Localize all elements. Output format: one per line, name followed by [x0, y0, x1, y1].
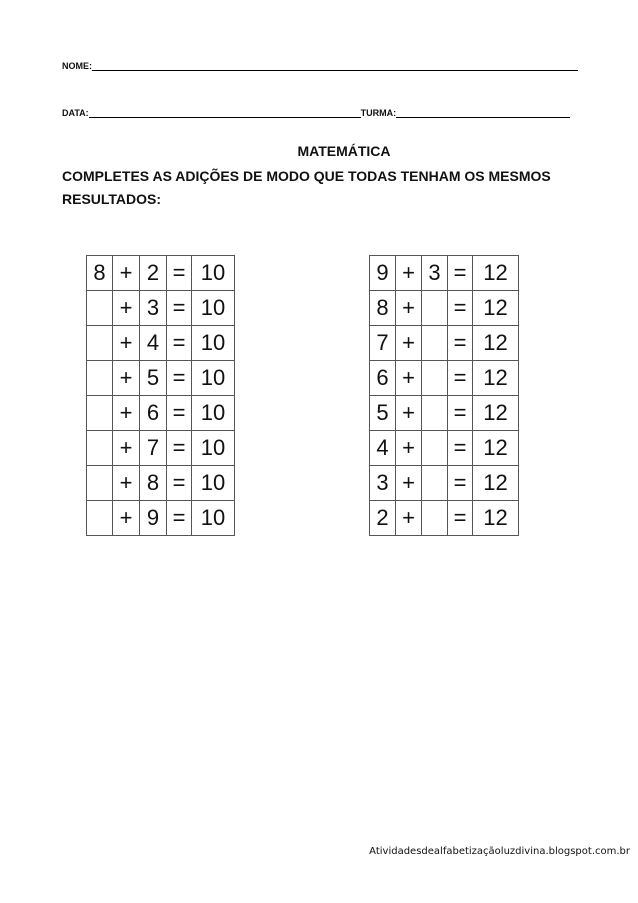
- equals-sign-cell: =: [167, 466, 192, 501]
- plus-sign-cell: +: [396, 501, 422, 536]
- first-addend-cell[interactable]: [87, 361, 113, 396]
- second-addend-cell: 3: [140, 291, 167, 326]
- first-addend-cell[interactable]: [87, 466, 113, 501]
- plus-sign-cell: +: [113, 256, 140, 291]
- equation-row: [370, 396, 519, 431]
- result-cell: 10: [192, 466, 235, 501]
- first-addend-cell[interactable]: [87, 326, 113, 361]
- equals-sign-cell: =: [167, 326, 192, 361]
- result-cell: 12: [473, 361, 519, 396]
- name-label: NOME:: [62, 61, 92, 71]
- footer-url: Atividadesdealfabetizaçãoluzdivina.blogspot.com.br: [369, 846, 630, 857]
- equals-sign-cell: =: [167, 291, 192, 326]
- plus-sign-cell: +: [113, 326, 140, 361]
- second-addend-cell[interactable]: [422, 361, 448, 396]
- equals-sign-cell: =: [448, 501, 473, 536]
- second-addend-cell: 8: [140, 466, 167, 501]
- first-addend-cell: 7: [370, 326, 396, 361]
- second-addend-cell: 9: [140, 501, 167, 536]
- equation-row: [87, 361, 235, 396]
- second-addend-cell: 6: [140, 396, 167, 431]
- equals-sign-cell: =: [448, 466, 473, 501]
- second-addend-cell[interactable]: [422, 396, 448, 431]
- first-addend-cell: 5: [370, 396, 396, 431]
- page-title: MATEMÁTICA: [297, 143, 391, 159]
- first-addend-cell[interactable]: [87, 501, 113, 536]
- first-addend-cell: 4: [370, 431, 396, 466]
- result-cell: 10: [192, 361, 235, 396]
- plus-sign-cell: +: [113, 361, 140, 396]
- result-cell: 10: [192, 396, 235, 431]
- first-addend-cell[interactable]: [87, 396, 113, 431]
- plus-sign-cell: +: [113, 396, 140, 431]
- equals-sign-cell: =: [448, 256, 473, 291]
- date-class-field: [62, 108, 570, 118]
- plus-sign-cell: +: [396, 396, 422, 431]
- equation-row: [370, 501, 519, 536]
- second-addend-cell[interactable]: [422, 291, 448, 326]
- result-cell: 12: [473, 501, 519, 536]
- result-cell: 10: [192, 291, 235, 326]
- equals-sign-cell: =: [167, 431, 192, 466]
- equation-row: [370, 431, 519, 466]
- second-addend-cell[interactable]: [422, 466, 448, 501]
- equation-row: [370, 326, 519, 361]
- equals-sign-cell: =: [448, 291, 473, 326]
- first-addend-cell: 9: [370, 256, 396, 291]
- first-addend-cell: 3: [370, 466, 396, 501]
- first-addend-cell: 8: [370, 291, 396, 326]
- addition-table-right: [369, 255, 519, 536]
- plus-sign-cell: +: [113, 431, 140, 466]
- equals-sign-cell: =: [448, 396, 473, 431]
- first-addend-cell: 8: [87, 256, 113, 291]
- equation-row: [87, 291, 235, 326]
- equals-sign-cell: =: [448, 361, 473, 396]
- first-addend-cell[interactable]: [87, 291, 113, 326]
- instruction-text: COMPLETES AS ADIÇÕES DE MODO QUE TODAS TENHAM OS MESMOS RESULTADOS:: [62, 168, 551, 207]
- equation-row: [370, 256, 519, 291]
- plus-sign-cell: +: [396, 326, 422, 361]
- equals-sign-cell: =: [448, 326, 473, 361]
- second-addend-cell[interactable]: [422, 501, 448, 536]
- first-addend-cell[interactable]: [87, 431, 113, 466]
- plus-sign-cell: +: [396, 291, 422, 326]
- equals-sign-cell: =: [448, 431, 473, 466]
- plus-sign-cell: +: [113, 501, 140, 536]
- equation-row: [87, 396, 235, 431]
- equation-row: [370, 466, 519, 501]
- result-cell: 12: [473, 291, 519, 326]
- date-label: DATA:: [62, 108, 89, 118]
- equation-row: [370, 361, 519, 396]
- result-cell: 12: [473, 256, 519, 291]
- equation-row: [87, 431, 235, 466]
- equals-sign-cell: =: [167, 501, 192, 536]
- addition-table-left: [86, 255, 235, 536]
- second-addend-cell: 4: [140, 326, 167, 361]
- equation-row: [87, 256, 235, 291]
- second-addend-cell: 7: [140, 431, 167, 466]
- result-cell: 10: [192, 256, 235, 291]
- equals-sign-cell: =: [167, 361, 192, 396]
- plus-sign-cell: +: [396, 431, 422, 466]
- second-addend-cell: 3: [422, 256, 448, 291]
- name-blank-line[interactable]: [92, 61, 578, 71]
- name-field: [62, 61, 578, 71]
- plus-sign-cell: +: [396, 466, 422, 501]
- plus-sign-cell: +: [113, 466, 140, 501]
- equals-sign-cell: =: [167, 256, 192, 291]
- result-cell: 12: [473, 431, 519, 466]
- second-addend-cell[interactable]: [422, 326, 448, 361]
- class-blank-line[interactable]: [396, 108, 570, 118]
- equals-sign-cell: =: [167, 396, 192, 431]
- date-blank-line[interactable]: [89, 108, 361, 118]
- second-addend-cell[interactable]: [422, 431, 448, 466]
- equation-row: [87, 326, 235, 361]
- plus-sign-cell: +: [396, 256, 422, 291]
- result-cell: 10: [192, 431, 235, 466]
- result-cell: 12: [473, 466, 519, 501]
- first-addend-cell: 6: [370, 361, 396, 396]
- class-label: TURMA:: [360, 108, 397, 118]
- result-cell: 10: [192, 326, 235, 361]
- plus-sign-cell: +: [396, 361, 422, 396]
- result-cell: 12: [473, 396, 519, 431]
- equation-row: [370, 291, 519, 326]
- plus-sign-cell: +: [113, 291, 140, 326]
- second-addend-cell: 5: [140, 361, 167, 396]
- result-cell: 12: [473, 326, 519, 361]
- first-addend-cell: 2: [370, 501, 396, 536]
- equation-row: [87, 501, 235, 536]
- result-cell: 10: [192, 501, 235, 536]
- equation-row: [87, 466, 235, 501]
- second-addend-cell: 2: [140, 256, 167, 291]
